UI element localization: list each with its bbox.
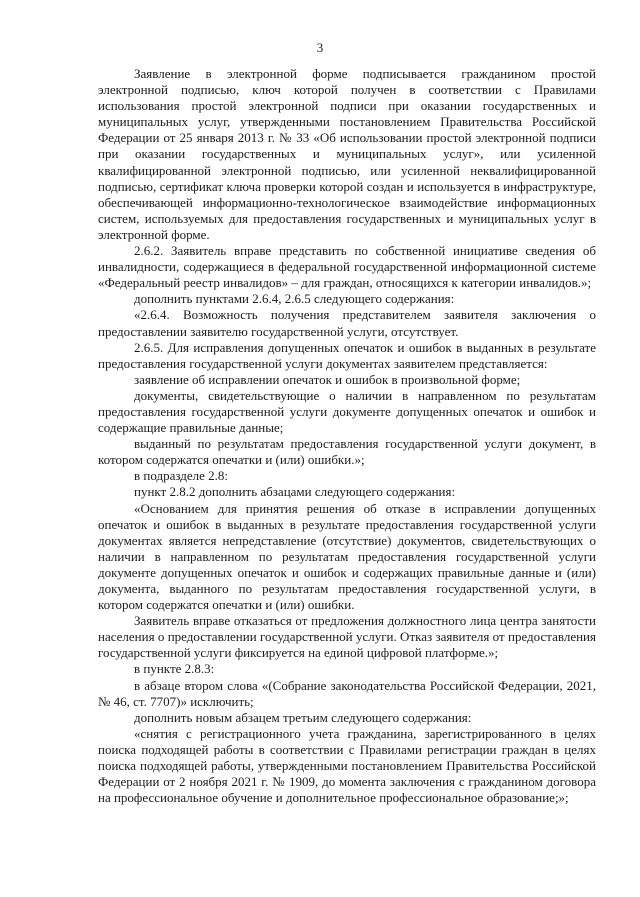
paragraph-second-subparagraph: в абзаце втором слова «(Собрание законодательства Российской Федерации, 2021, № 46, ст. 7707)» исключить;: [98, 677, 596, 709]
paragraph-add-items: дополнить пунктами 2.6.4, 2.6.5 следующего содержания:: [134, 291, 455, 307]
paragraph-item-2-8-2: пункт 2.8.2 дополнить абзацами следующего содержания:: [134, 484, 456, 500]
document-body: [98, 66, 596, 806]
paragraph-new-third: дополнить новым абзацем третьим следующего содержания:: [134, 709, 472, 725]
paragraph-2-6-2: 2.6.2. Заявитель вправе представить по собственной инициативе сведения об инвалидности, содержащиеся в федеральной государственной информационной системе «Федеральный реестр инвалидов» – для граждан, относящихся к категории инвалидов.»;: [98, 243, 596, 291]
paragraph-applicant-refusal: Заявитель вправе отказаться от предложения должностного лица центра занятости населения о предоставлении государственной услуги. Отказ заявителя от предоставления государственной услуги фиксируется на единой цифровой платформе.»;: [98, 613, 596, 661]
paragraph-item-2-8-3: в пункте 2.8.3:: [134, 661, 215, 677]
paragraph-subsection-2-8: в подразделе 2.8:: [134, 468, 229, 484]
page-number: 3: [316, 40, 324, 55]
paragraph-refusal-grounds: «Основанием для принятия решения об отказе в исправлении допущенных опечаток и ошибок в выданных в результате предоставления государственной услуги документах является непредставление (отсутствие) документов, свидетельствующих о наличии в направленном по результатам предоставления государственной услуги документе допущенных опечаток и ошибок и содержащих правильные данные и (или) документа, выданного по результатам предоставления государственной услуги, в котором содержатся опечатки и (или) ошибки.: [98, 500, 596, 613]
paragraph-correction-request: заявление об исправлении опечаток и ошибок в произвольной форме;: [134, 371, 521, 387]
paragraph-signature-rules: Заявление в электронной форме подписывается гражданином простой электронной подписью, ключ которой получен в соответствии с Правилами использования простой электронной подписи при оказании государственных и муниципальных услуг, утвержденными постановлением Правительства Российской Федерации от 25 января 2013 г. № 33 «Об использовании простой электронной подписи при оказании государственных и муниципальных услуг», или усиленной квалифицированной электронной подписью, или усиленной неквалифицированной подписью, сертификат ключа проверки которой создан и используется в инфраструктуре, обеспечивающей информационно-технологическое взаимодействие информационных систем, используемых для предоставления государственных и муниципальных услуг в электронной форме.: [98, 66, 596, 242]
paragraph-2-6-5: 2.6.5. Для исправления допущенных опечаток и ошибок в выданных в результате предоставления государственной услуги документах заявителем представляется:: [98, 339, 596, 371]
paragraph-evidence-documents: документы, свидетельствующие о наличии в направленном по результатам предоставления государственной услуги документе допущенных опечаток и ошибок и содержащие правильные данные;: [98, 387, 596, 436]
paragraph-deregistration: «снятия с регистрационного учета гражданина, зарегистрированного в целях поиска подходящей работы в соответствии с Правилами регистрации граждан в целях поиска подходящей работы, утвержденными постановлением Правительства Российской Федерации от 2 ноября 2021 г. № 1909, до момента заключения с гражданином договора на профессиональное обучение и дополнительное профессиональное образование;»;: [98, 725, 596, 806]
paragraph-issued-document: выданный по результатам предоставления государственной услуги документ, в котором содержатся опечатки и (или) ошибки.»;: [98, 436, 596, 468]
paragraph-2-6-4: «2.6.4. Возможность получения представителем заявителя заключения о предоставлении заявителю государственной услуги, отсутствует.: [98, 307, 596, 339]
